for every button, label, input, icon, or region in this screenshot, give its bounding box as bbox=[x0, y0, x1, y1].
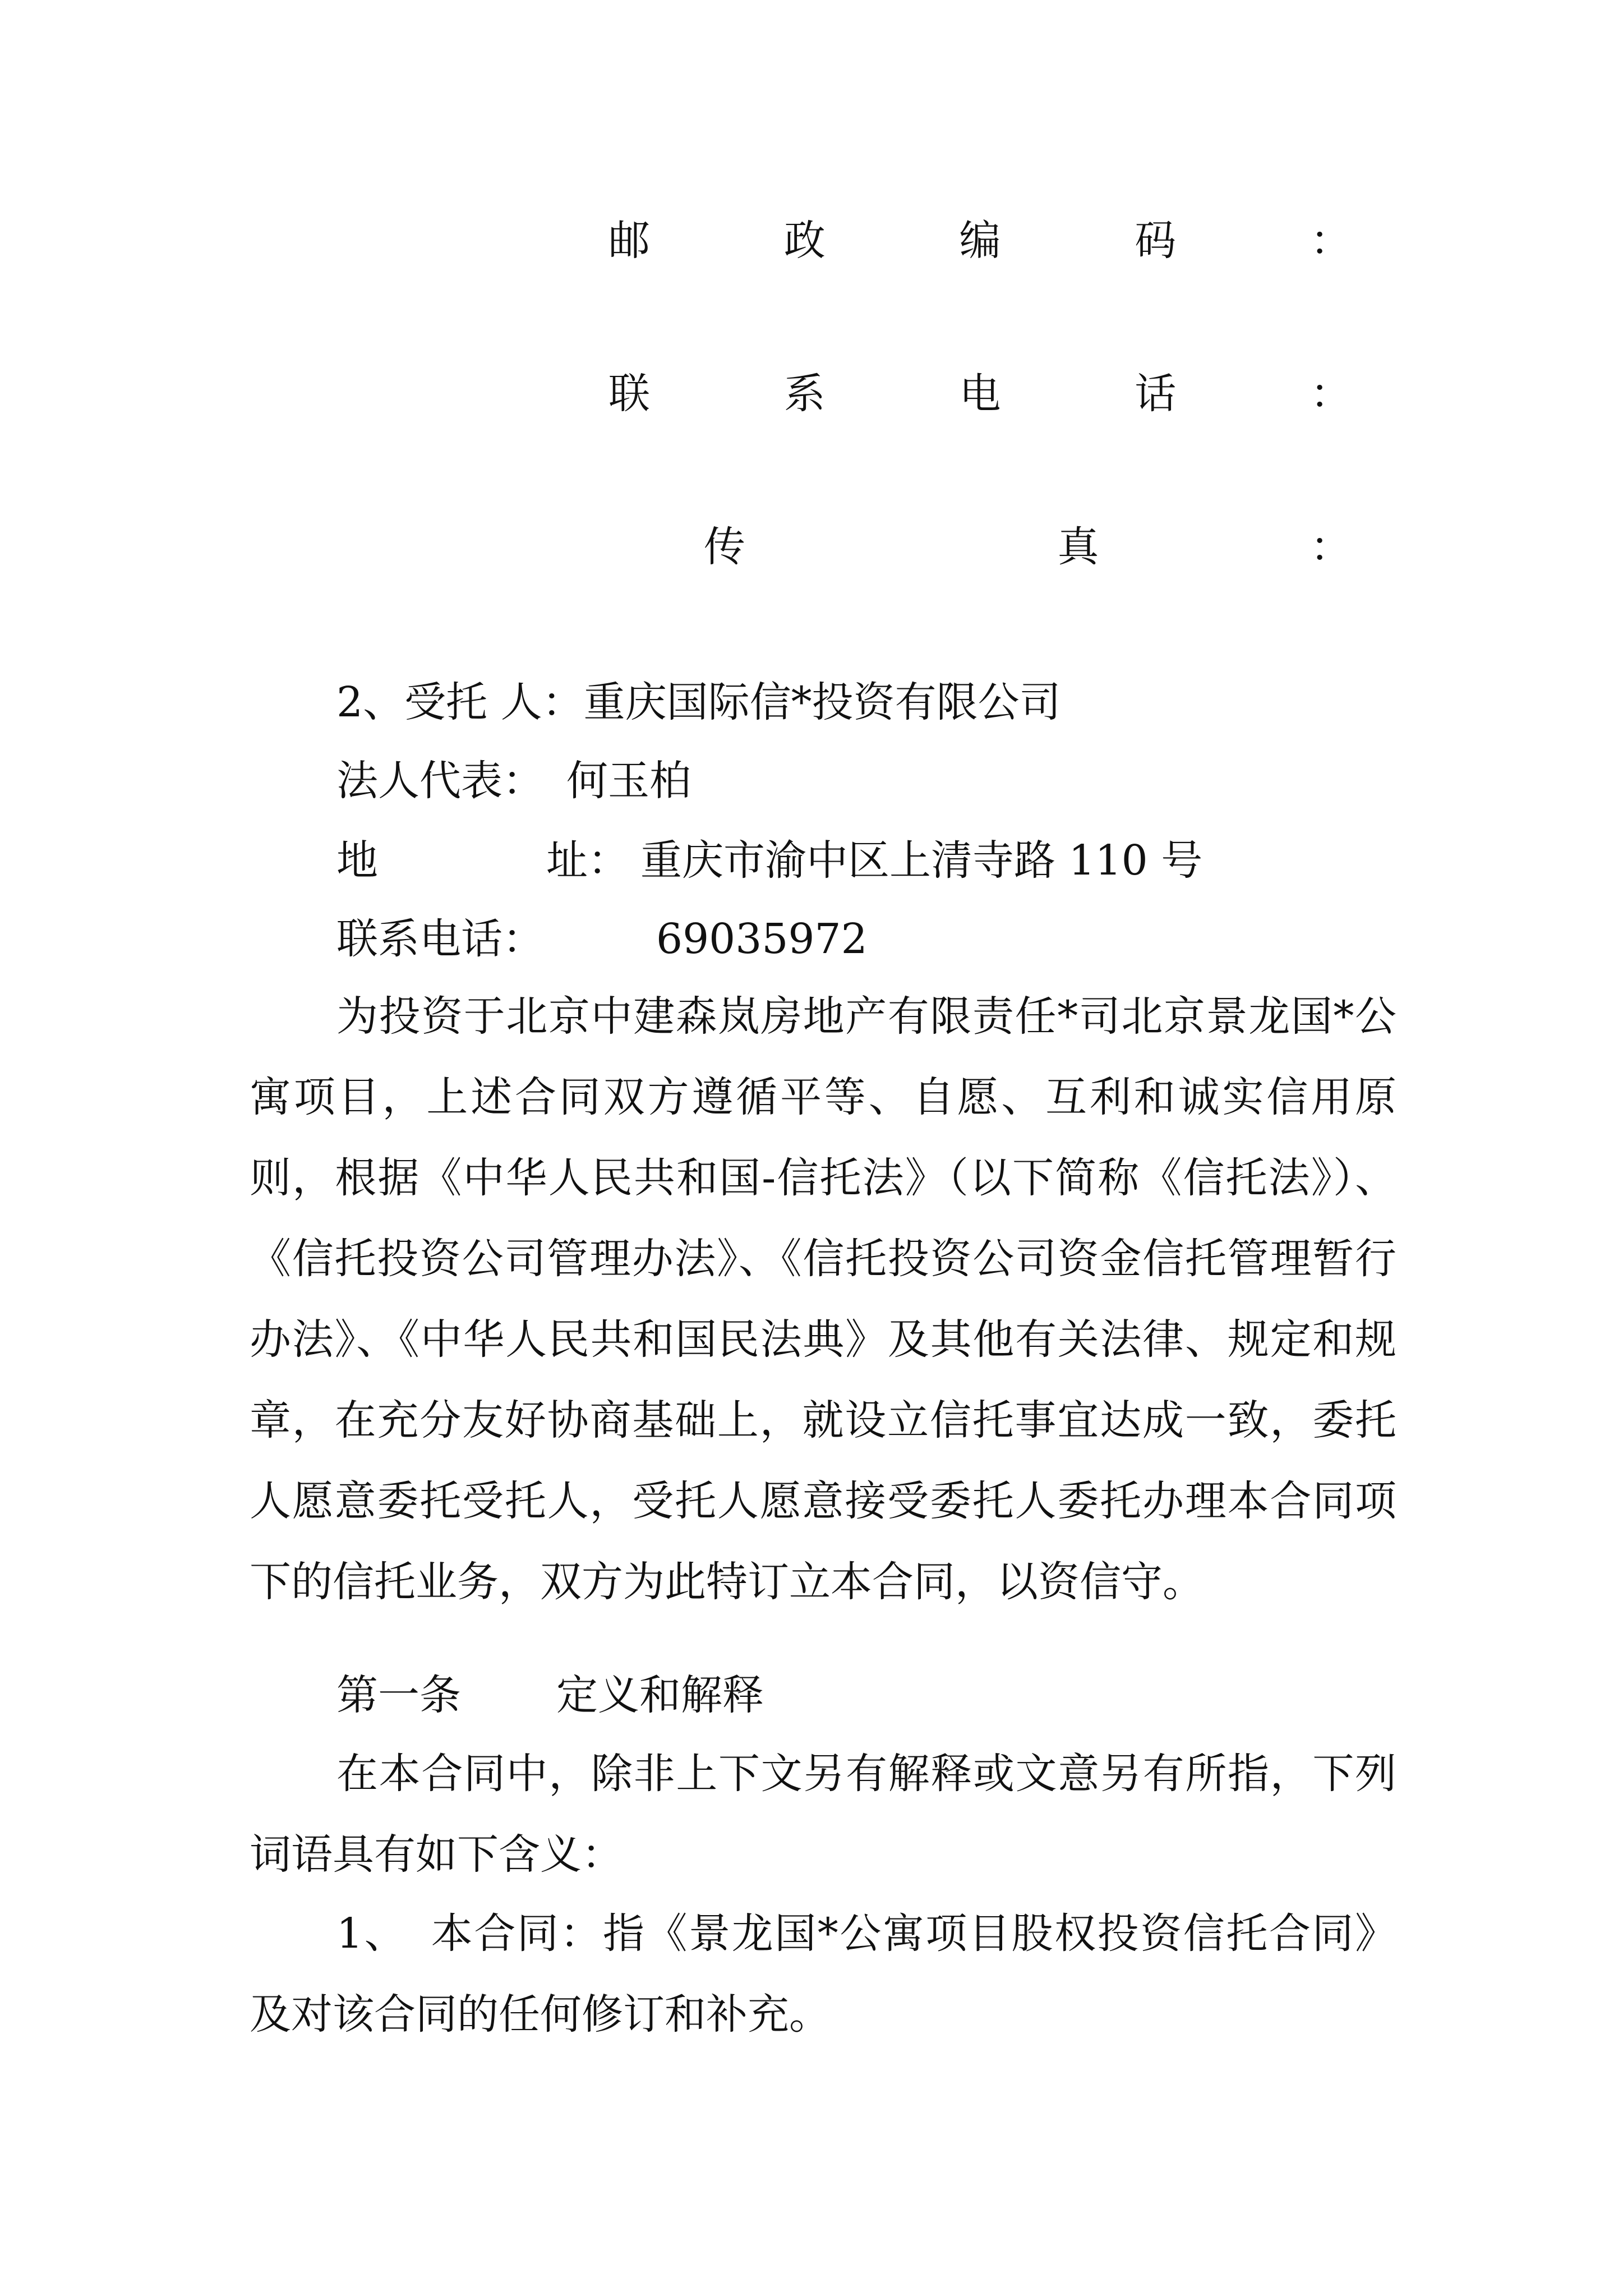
preamble-paragraph: 为投资于北京中建森岚房地产有限责任*司北京景龙国*公寓项目，上述合同双方遵循平等、自愿、互利和诚实信用原则，根据《中华人民共和国-信托法》（以下简称《信托法》）、《信托投资公司管理办法》、《信托投资公司资金信托管理暂行办法》、《中华人民共和国民法典》及其他有关法律、规定和规章，在充分友好协商基础上，就设立信托事宜达成一致，委托人愿意委托受托人，受托人愿意接受委托人委托办理本合同项下的信托业务，双方为此特订立本合同，以资信守。 bbox=[250, 992, 1396, 1606]
postal-code-char-1: 邮 bbox=[608, 217, 650, 265]
phone-char-3: 电 bbox=[959, 370, 1001, 418]
article-1-heading bbox=[336, 1671, 764, 1719]
trustee-phone-value: 69035972 bbox=[656, 915, 868, 963]
legal-rep-value: 何玉柏 bbox=[566, 757, 691, 805]
postal-code-colon: ： bbox=[1310, 217, 1352, 265]
trustee-phone-label: 联系电话： bbox=[336, 915, 544, 963]
trustee-title: 2、受托 人：重庆国际信*投资有限公司 bbox=[336, 678, 1061, 726]
article-1-title: 定义和解释 bbox=[556, 1671, 764, 1719]
address-label-char-1: 地 bbox=[336, 836, 378, 885]
legal-rep-label: 法人代表： bbox=[336, 757, 544, 805]
item-1-text: 本合同：指《景龙国*公寓项目股权投资信托合同》及对该合同的任何修订和补充。 bbox=[250, 1910, 1396, 2039]
postal-code-char-3: 编 bbox=[959, 217, 1001, 265]
fax-char-2: 真 bbox=[1057, 523, 1099, 571]
phone-char-2: 系 bbox=[783, 370, 826, 418]
item-1-number: 1、 bbox=[336, 1910, 408, 1958]
postal-code-label bbox=[608, 217, 1352, 265]
article-1-number: 第一条 bbox=[336, 1671, 461, 1719]
address-label-char-2: 址： bbox=[546, 836, 629, 885]
article-1-intro: 在本合同中，除非上下文另有解释或文意另有所指，下列词语具有如下含义： bbox=[250, 1750, 1396, 1879]
article-1-item-1 bbox=[250, 1893, 1396, 2055]
fax-label bbox=[704, 523, 1352, 571]
phone-label bbox=[608, 370, 1352, 418]
address-line bbox=[336, 836, 1203, 885]
trustee-phone-line bbox=[336, 915, 868, 963]
phone-colon: ： bbox=[1310, 370, 1352, 418]
phone-char-4: 话 bbox=[1135, 370, 1177, 418]
fax-char-1: 传 bbox=[704, 523, 745, 571]
postal-code-char-4: 码 bbox=[1135, 217, 1177, 265]
fax-colon: ： bbox=[1310, 523, 1352, 571]
postal-code-char-2: 政 bbox=[783, 217, 826, 265]
legal-representative-line bbox=[336, 757, 691, 805]
phone-char-1: 联 bbox=[608, 370, 650, 418]
address-value: 重庆市渝中区上清寺路 110 号 bbox=[640, 836, 1203, 885]
